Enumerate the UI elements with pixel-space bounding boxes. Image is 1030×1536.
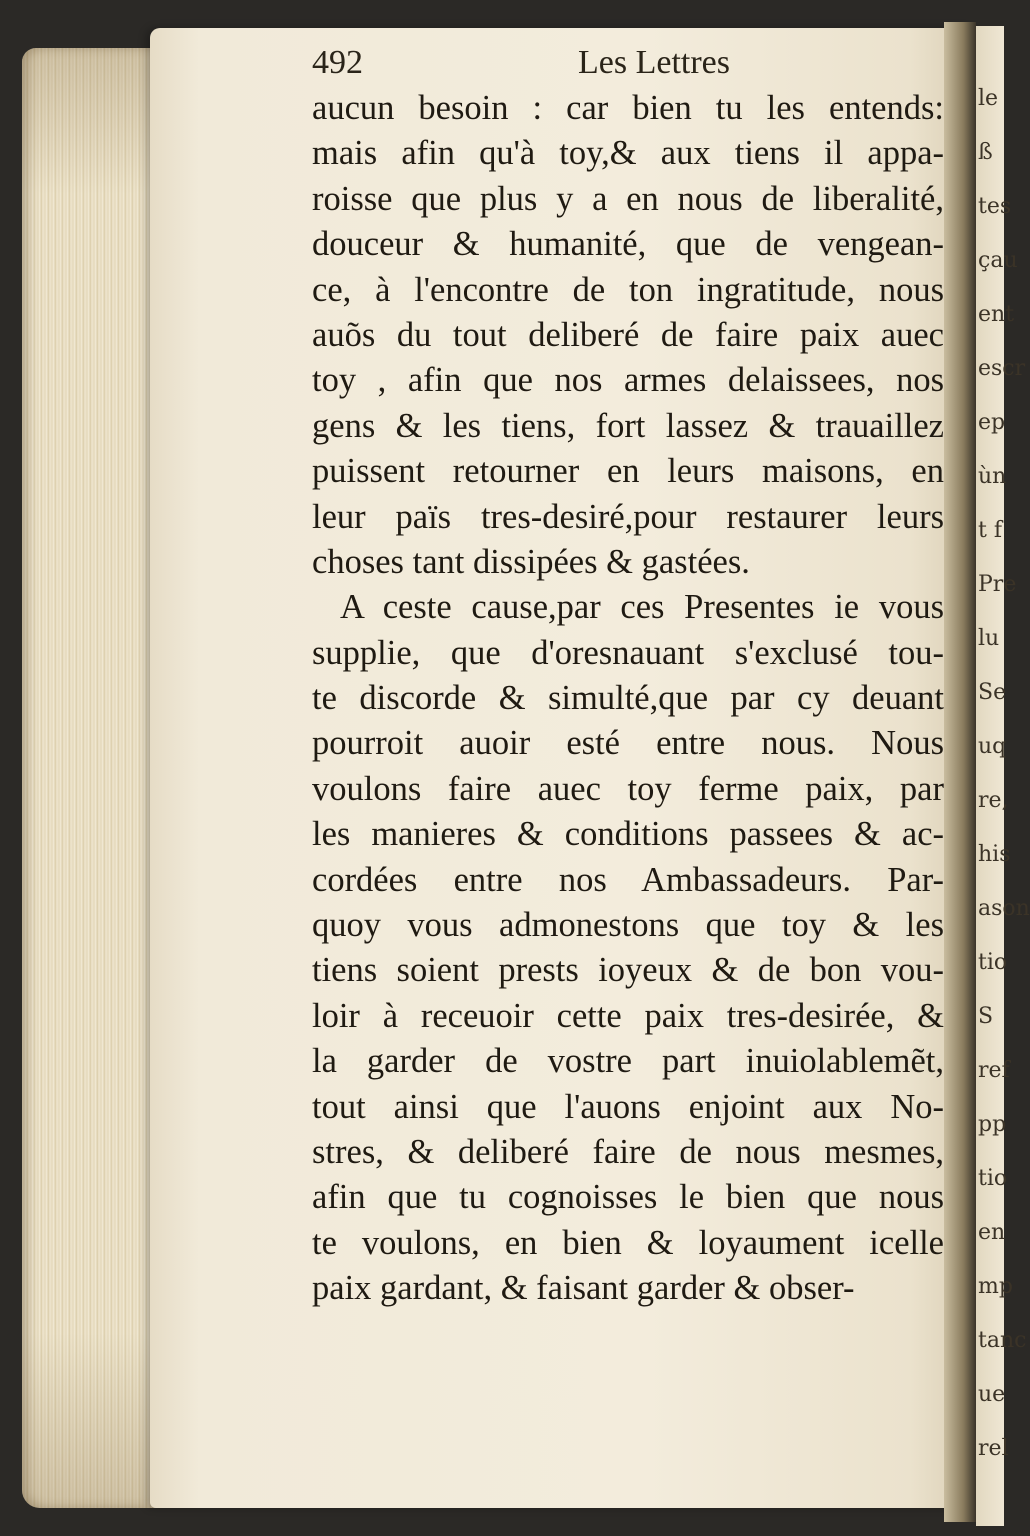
- text-line: tiens soient prests ioyeux & de bon vou-: [312, 951, 944, 990]
- facing-page-fragment: Pre: [978, 572, 1017, 597]
- running-head: [312, 44, 772, 84]
- text-line: tout ainsi que l'auons enjoint aux No-: [312, 1087, 944, 1126]
- facing-page-fragment: lu: [978, 626, 1000, 651]
- facing-page-fragment: ref: [978, 1058, 1010, 1083]
- running-title: Les Lettres: [578, 44, 730, 81]
- facing-page-fragment: çau: [978, 248, 1018, 273]
- text-line: te voulons, en bien & loyaument icelle: [312, 1223, 944, 1262]
- text-line: quoy vous admonestons que toy & les: [312, 906, 944, 945]
- text-line: puissent retourner en leurs maisons, en: [312, 452, 944, 491]
- text-line: mais afin qu'à toy,& aux tiens il appa-: [312, 134, 944, 173]
- text-line: roisse que plus y a en nous de liberalité,: [312, 179, 944, 218]
- facing-page-fragment: rel: [978, 1436, 1009, 1461]
- facing-page-fragment: mp: [978, 1274, 1013, 1299]
- text-line: loir à receuoir cette paix tres-desirée, &: [312, 996, 944, 1035]
- facing-page-fragment: en: [978, 1220, 1006, 1245]
- text-line: douceur & humanité, que de vengean-: [312, 225, 944, 264]
- facing-page-fragment: ep: [978, 410, 1006, 435]
- facing-page-fragment: ent: [978, 302, 1015, 327]
- text-line: ce, à l'encontre de ton ingratitude, nous: [312, 270, 944, 309]
- text-line: afin que tu cognoisses le bien que nous: [312, 1178, 944, 1217]
- text-line: toy , afin que nos armes delaissees, nos: [312, 361, 944, 400]
- facing-page-fragment: tanc: [978, 1328, 1027, 1353]
- text-line: pourroit auoir esté entre nous. Nous: [312, 724, 944, 763]
- facing-page-fragment: S: [978, 1004, 994, 1029]
- facing-page-fragment: escr: [978, 356, 1026, 381]
- text-line: stres, & deliberé faire de nous mesmes,: [312, 1132, 944, 1171]
- text-line: auõs du tout deliberé de faire paix auec: [312, 315, 944, 354]
- facing-page-edge: [976, 26, 1030, 1526]
- text-line: te discorde & simulté,que par cy deuant: [312, 679, 944, 718]
- facing-page-fragment: ue: [978, 1382, 1006, 1407]
- facing-page-fragment: his: [978, 842, 1011, 867]
- book-gutter: [944, 22, 976, 1522]
- text-line: voulons faire auec toy ferme paix, par: [312, 769, 944, 808]
- facing-page-fragment: ß: [978, 140, 993, 165]
- text-line: choses tant dissipées & gastées.: [312, 542, 750, 581]
- text-line: les manieres & conditions passees & ac-: [312, 815, 944, 854]
- body-text: [312, 86, 944, 1312]
- facing-page-fragment: le: [978, 86, 999, 111]
- facing-page-fragment: tio: [978, 1166, 1008, 1191]
- page-number: 492: [312, 44, 363, 81]
- facing-page-fragment: ùn: [978, 464, 1007, 489]
- text-line: leur païs tres-desiré,pour restaurer leurs: [312, 497, 944, 536]
- facing-page-fragment: tes: [978, 194, 1012, 219]
- text-line: A ceste cause,par ces Presentes ie vous: [340, 588, 944, 627]
- text-line: paix gardant, & faisant garder & obser-: [312, 1269, 855, 1308]
- text-line: cordées entre nos Ambassadeurs. Par-: [312, 860, 944, 899]
- facing-page-fragment: Se: [978, 680, 1007, 705]
- text-line: gens & les tiens, fort lassez & trauaillez: [312, 406, 944, 445]
- text-line: aucun besoin : car bien tu les entends:: [312, 89, 944, 127]
- facing-page-fragment: ason: [978, 896, 1030, 921]
- text-line: la garder de vostre part inuiolablemẽt,: [312, 1042, 944, 1081]
- facing-page-fragment: t f: [978, 518, 1002, 543]
- facing-page-fragment: re,: [978, 788, 1009, 813]
- facing-page-fragment: uq: [978, 734, 1007, 759]
- facing-page-fragment: pp: [978, 1112, 1007, 1137]
- facing-page-fragment: tio: [978, 950, 1008, 975]
- text-line: supplie, que d'oresnauant s'exclusé tou-: [312, 633, 944, 672]
